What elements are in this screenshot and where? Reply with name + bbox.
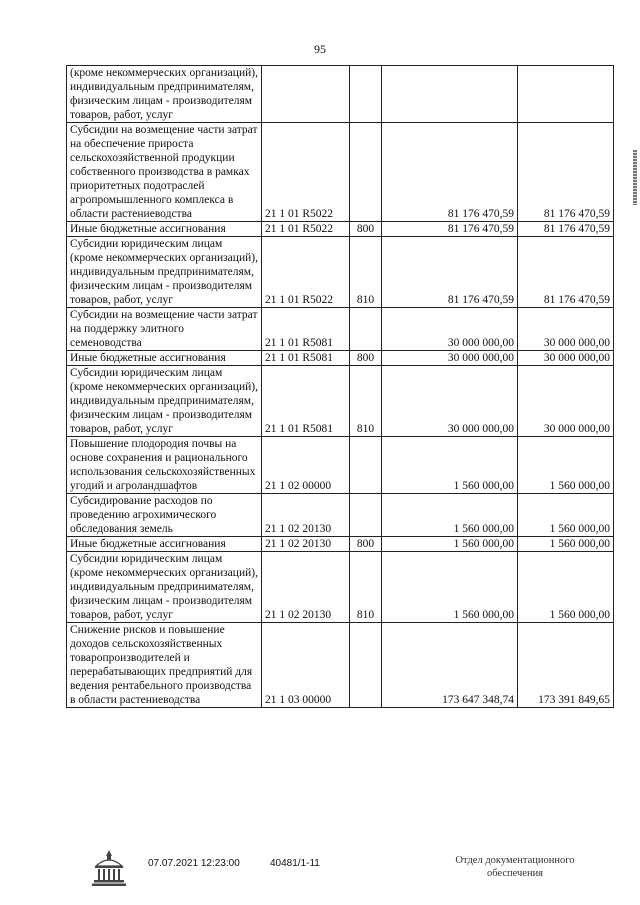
row-name-cell: Субсидии на возмещение части затрат на обеспечение прироста сельскохозяйственной продукции собственного производства в рамках приоритетных подотраслей агропромышленного комплекса в области растениеводства (67, 123, 262, 222)
footer-dept-line2: обеспечения (486, 868, 544, 879)
row-amount-1-cell: 1 560 000,00 (382, 537, 518, 552)
table-row (67, 66, 614, 123)
scan-margin-mark (633, 150, 637, 205)
row-amount-2-cell: 1 560 000,00 (518, 552, 614, 623)
row-amount-1-cell: 81 176 470,59 (382, 237, 518, 308)
row-amount-2-cell: 1 560 000,00 (518, 494, 614, 537)
row-expense-type-cell (350, 623, 382, 708)
row-amount-2-cell: 30 000 000,00 (518, 308, 614, 351)
row-name-cell: Субсидии на возмещение части затрат на поддержку элитного семеноводства (67, 308, 262, 351)
duma-emblem-icon (90, 848, 128, 888)
row-expense-type-cell: 800 (350, 222, 382, 237)
row-expense-type-cell (350, 66, 382, 123)
page-number: 95 (314, 42, 326, 56)
row-name-cell: Иные бюджетные ассигнования (67, 222, 262, 237)
row-code-cell: 21 1 01 R5081 (262, 308, 350, 351)
row-amount-1-cell: 1 560 000,00 (382, 494, 518, 537)
row-amount-1-cell: 30 000 000,00 (382, 351, 518, 366)
table-row (67, 366, 614, 437)
row-code-cell: 21 1 02 00000 (262, 437, 350, 494)
budget-table (66, 65, 614, 708)
row-expense-type-cell: 810 (350, 366, 382, 437)
table-row (67, 437, 614, 494)
row-code-cell: 21 1 01 R5022 (262, 123, 350, 222)
row-code-cell: 21 1 01 R5022 (262, 237, 350, 308)
row-name-cell: (кроме некоммерческих организаций), индивидуальным предпринимателям, физическим лицам - производителям товаров, работ, услуг (67, 66, 262, 123)
budget-table-body (67, 66, 614, 708)
row-code-cell: 21 1 01 R5022 (262, 222, 350, 237)
table-row (67, 552, 614, 623)
row-amount-2-cell: 1 560 000,00 (518, 537, 614, 552)
table-row (67, 623, 614, 708)
row-name-cell: Иные бюджетные ассигнования (67, 537, 262, 552)
row-amount-1-cell: 1 560 000,00 (382, 552, 518, 623)
row-code-cell: 21 1 02 20130 (262, 552, 350, 623)
row-name-cell: Иные бюджетные ассигнования (67, 351, 262, 366)
row-name-cell: Субсидии юридическим лицам (кроме некоммерческих организаций), индивидуальным предпринимателям, физическим лицам - производителям товаров, работ, услуг (67, 237, 262, 308)
row-expense-type-cell: 810 (350, 237, 382, 308)
row-amount-1-cell: 30 000 000,00 (382, 308, 518, 351)
table-row (67, 308, 614, 351)
table-row (67, 222, 614, 237)
row-amount-2-cell: 30 000 000,00 (518, 366, 614, 437)
row-code-cell: 21 1 02 20130 (262, 494, 350, 537)
table-row (67, 237, 614, 308)
row-expense-type-cell: 810 (350, 552, 382, 623)
row-name-cell: Субсидирование расходов по проведению агрохимического обследования земель (67, 494, 262, 537)
row-expense-type-cell: 800 (350, 537, 382, 552)
row-amount-2-cell: 30 000 000,00 (518, 351, 614, 366)
table-row (67, 494, 614, 537)
row-amount-2-cell (518, 66, 614, 123)
row-name-cell: Повышение плодородия почвы на основе сохранения и рационального использования сельскохозяйственных угодий и агроландшафтов (67, 437, 262, 494)
row-amount-2-cell: 81 176 470,59 (518, 237, 614, 308)
row-code-cell: 21 1 01 R5081 (262, 351, 350, 366)
row-amount-1-cell: 81 176 470,59 (382, 123, 518, 222)
row-expense-type-cell (350, 494, 382, 537)
table-row (67, 537, 614, 552)
row-expense-type-cell (350, 308, 382, 351)
row-name-cell: Субсидии юридическим лицам (кроме некоммерческих организаций), индивидуальным предпринимателям, физическим лицам - производителям товаров, работ, услуг (67, 366, 262, 437)
row-code-cell: 21 1 03 00000 (262, 623, 350, 708)
row-amount-1-cell (382, 66, 518, 123)
table-row (67, 351, 614, 366)
row-expense-type-cell (350, 123, 382, 222)
row-amount-2-cell: 1 560 000,00 (518, 437, 614, 494)
footer-department-stamp (440, 854, 590, 880)
row-amount-1-cell: 81 176 470,59 (382, 222, 518, 237)
footer (0, 848, 640, 898)
row-code-cell: 21 1 02 20130 (262, 537, 350, 552)
footer-dept-line1: Отдел документационного (455, 855, 575, 866)
row-code-cell: 21 1 01 R5081 (262, 366, 350, 437)
row-amount-1-cell: 30 000 000,00 (382, 366, 518, 437)
row-amount-2-cell: 81 176 470,59 (518, 123, 614, 222)
table-row (67, 123, 614, 222)
row-amount-2-cell: 81 176 470,59 (518, 222, 614, 237)
row-amount-1-cell: 173 647 348,74 (382, 623, 518, 708)
row-code-cell (262, 66, 350, 123)
footer-doc-number: 40481/1-11 (270, 858, 320, 869)
row-amount-1-cell: 1 560 000,00 (382, 437, 518, 494)
footer-date: 07.07.2021 12:23:00 (148, 858, 240, 869)
row-name-cell: Снижение рисков и повышение доходов сельскохозяйственных товаропроизводителей и перерабатывающих предприятий для ведения рентабельного производства в области растениеводства (67, 623, 262, 708)
row-amount-2-cell: 173 391 849,65 (518, 623, 614, 708)
row-expense-type-cell: 800 (350, 351, 382, 366)
row-expense-type-cell (350, 437, 382, 494)
row-name-cell: Субсидии юридическим лицам (кроме некоммерческих организаций), индивидуальным предпринимателям, физическим лицам - производителям товаров, работ, услуг (67, 552, 262, 623)
